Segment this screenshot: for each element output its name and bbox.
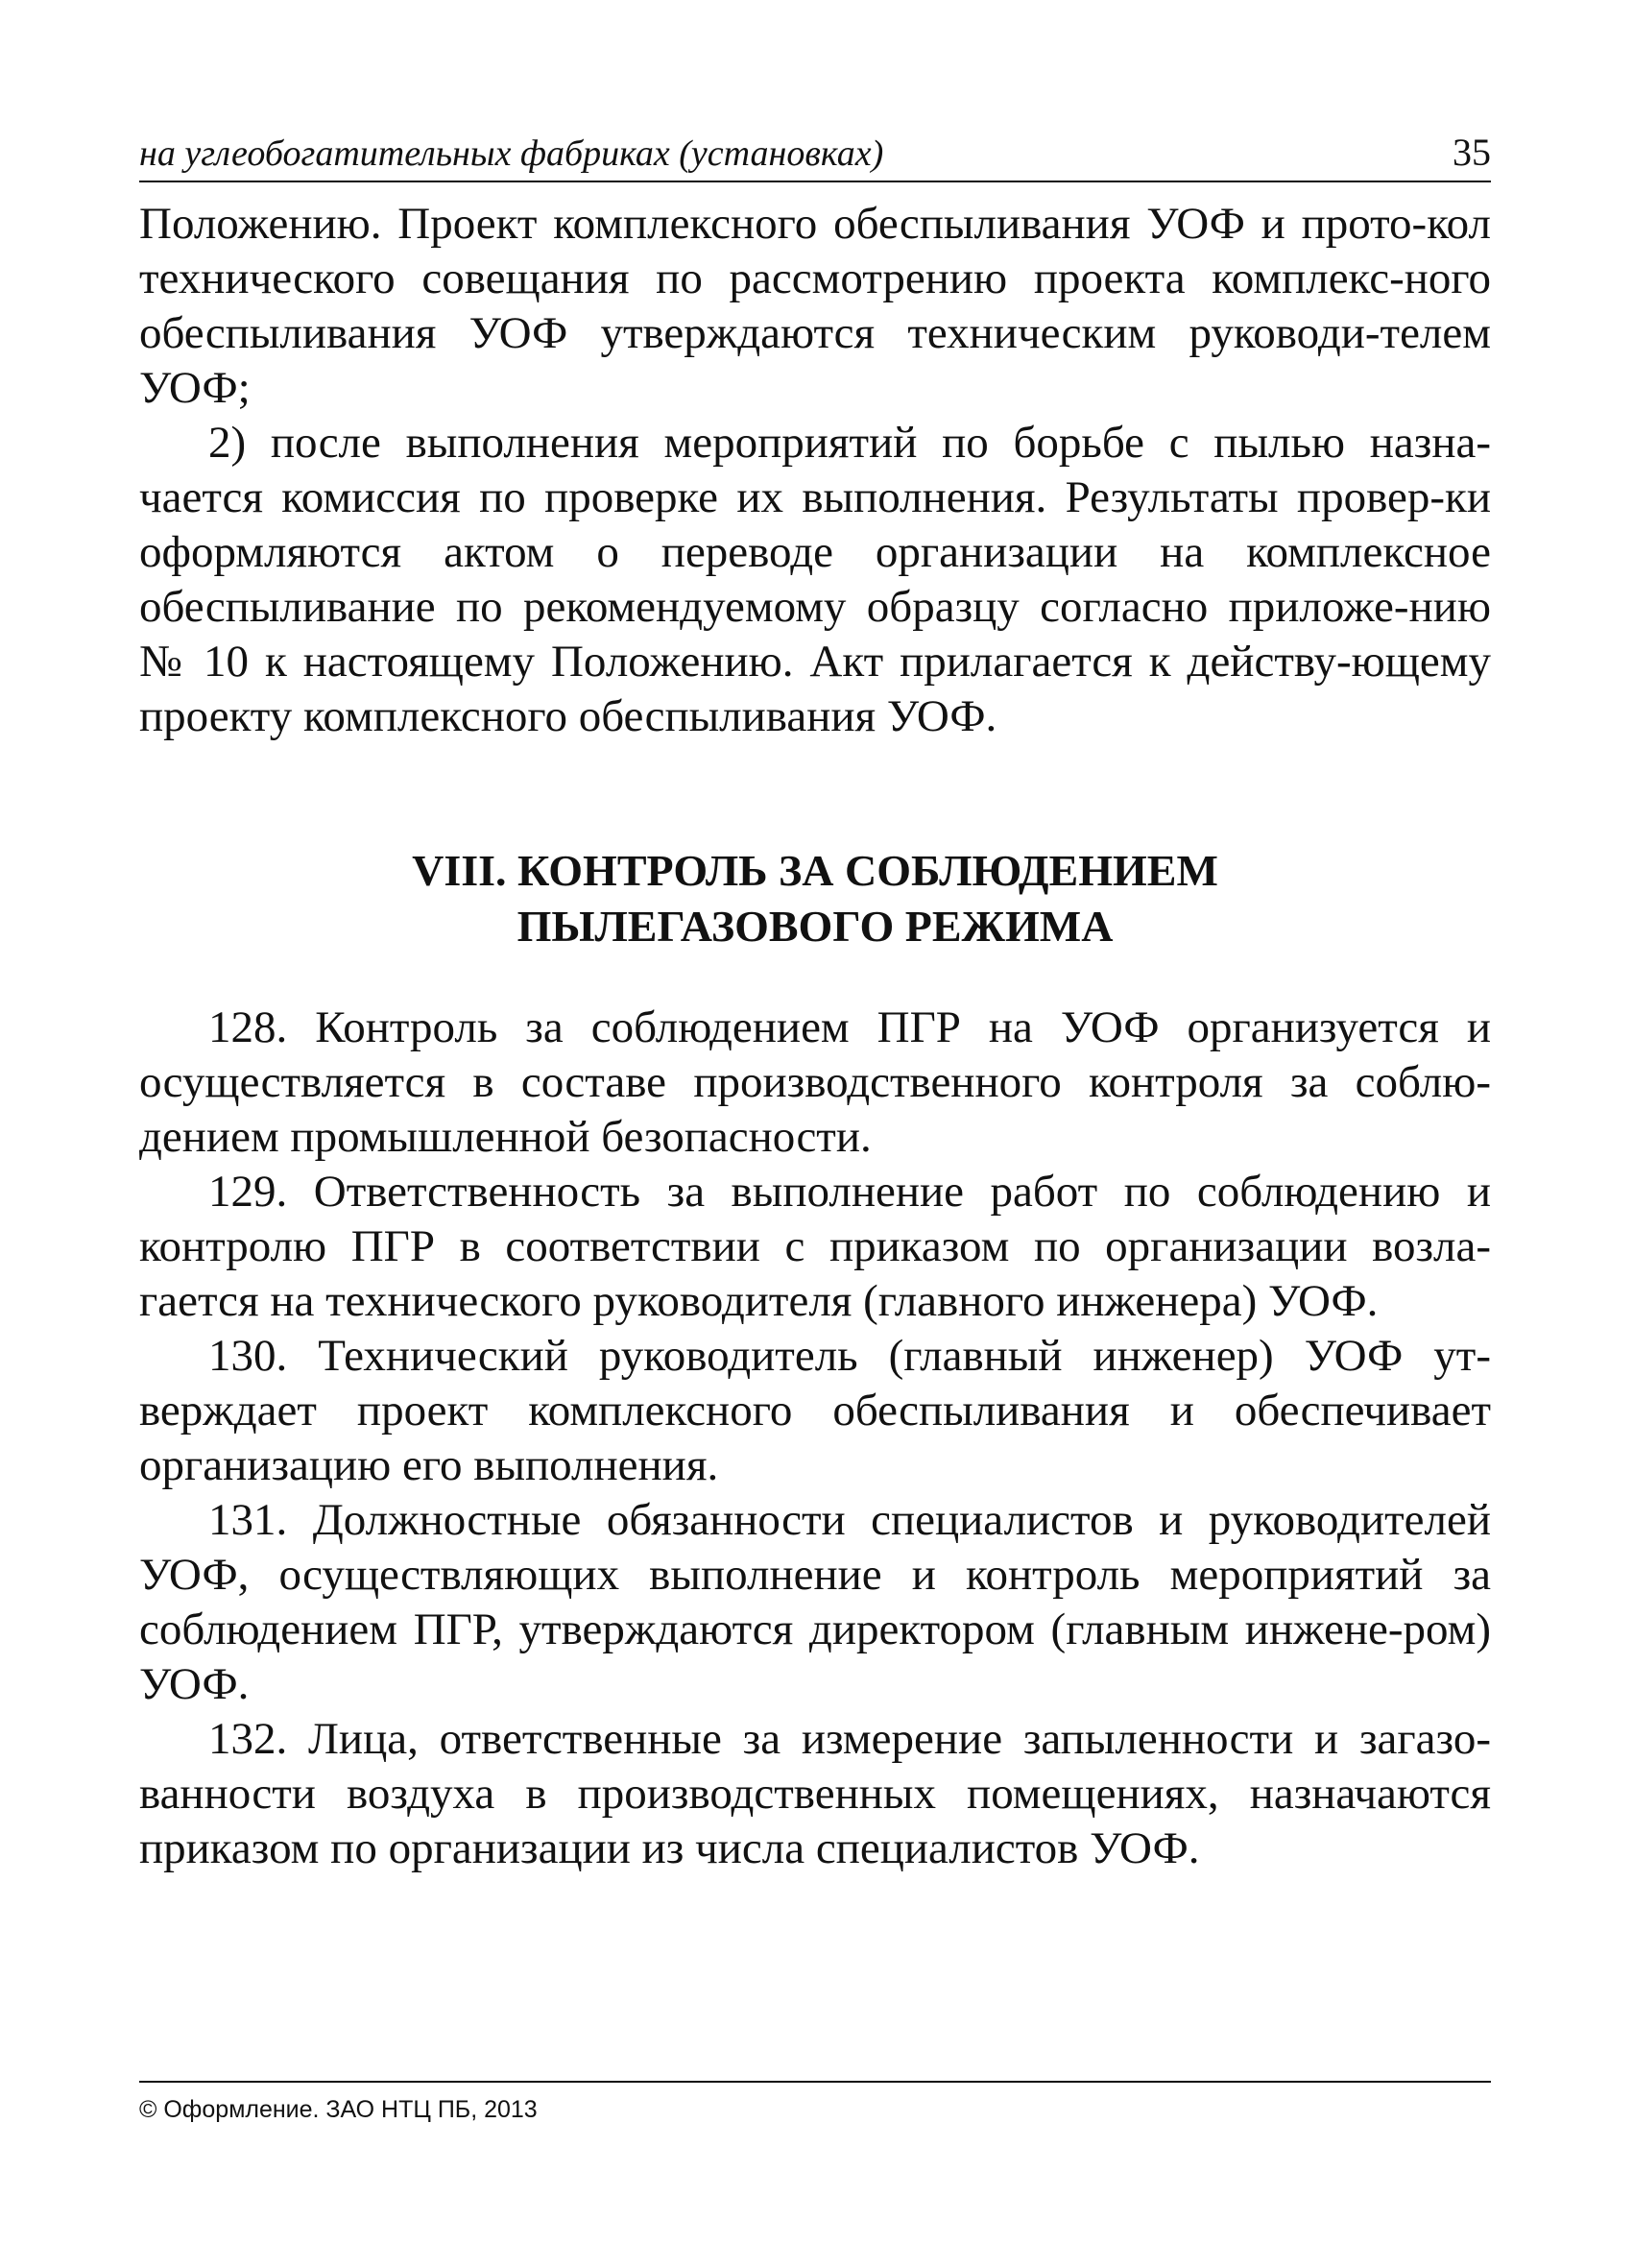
paragraph-131: 131. Должностные обязанности специалистов и руководителей УОФ, осуществляющих выполнение и контроль мероприятий за соблюдением ПГР, утверждаются директором (главным инжене-ром) УОФ.	[139, 1495, 1491, 1709]
running-header	[139, 123, 1491, 182]
paragraph-130: 130. Технический руководитель (главный инженер) УОФ ут-верждает проект комплексного обеспыливания и обеспечивает организацию его выполнения.	[139, 1331, 1491, 1490]
section-heading	[139, 843, 1491, 954]
section-heading-line-2: ПЫЛЕГАЗОВОГО РЕЖИМА	[516, 902, 1114, 951]
section-heading-line-1: VIII. КОНТРОЛЬ ЗА СОБЛЮДЕНИЕМ	[412, 846, 1218, 895]
copyright-notice: © Оформление. ЗАО НТЦ ПБ, 2013	[139, 2096, 538, 2123]
paragraph-128: 128. Контроль за соблюдением ПГР на УОФ организуется и осуществляется в составе производственного контроля за соблю-дением промышленной безопасности.	[139, 1002, 1491, 1162]
page-number: 35	[1453, 131, 1491, 174]
paragraph-129: 129. Ответственность за выполнение работ по соблюдению и контролю ПГР в соответствии с приказом по организации возла-гается на технического руководителя (главного инженера) УОФ.	[139, 1167, 1491, 1326]
paragraph-item-2: 2) после выполнения мероприятий по борьбе с пылью назна-чается комиссия по проверке их выполнения. Результаты провер-ки оформляются актом о переводе организации на комплексное обеспыливание по рекомендуемому образцу согласно приложе-нию № 10 к настоящему Положению. Акт прилагается к действу-ющему проекту комплексного обеспыливания УОФ.	[139, 418, 1491, 741]
running-title: на углеобогатительных фабриках (установках)	[139, 133, 884, 174]
page-footer	[139, 2081, 1491, 2124]
page-content	[139, 197, 1491, 1876]
paragraph-continuation: Положению. Проект комплексного обеспыливания УОФ и прото-кол технического совещания по рассмотрению проекта комплекс-ного обеспыливания УОФ утверждаются техническим руководи-телем УОФ;	[139, 199, 1491, 413]
paragraph-132: 132. Лица, ответственные за измерение запыленности и загазо-ванности воздуха в производственных помещениях, назначаются приказом по организации из числа специалистов УОФ.	[139, 1714, 1491, 1873]
